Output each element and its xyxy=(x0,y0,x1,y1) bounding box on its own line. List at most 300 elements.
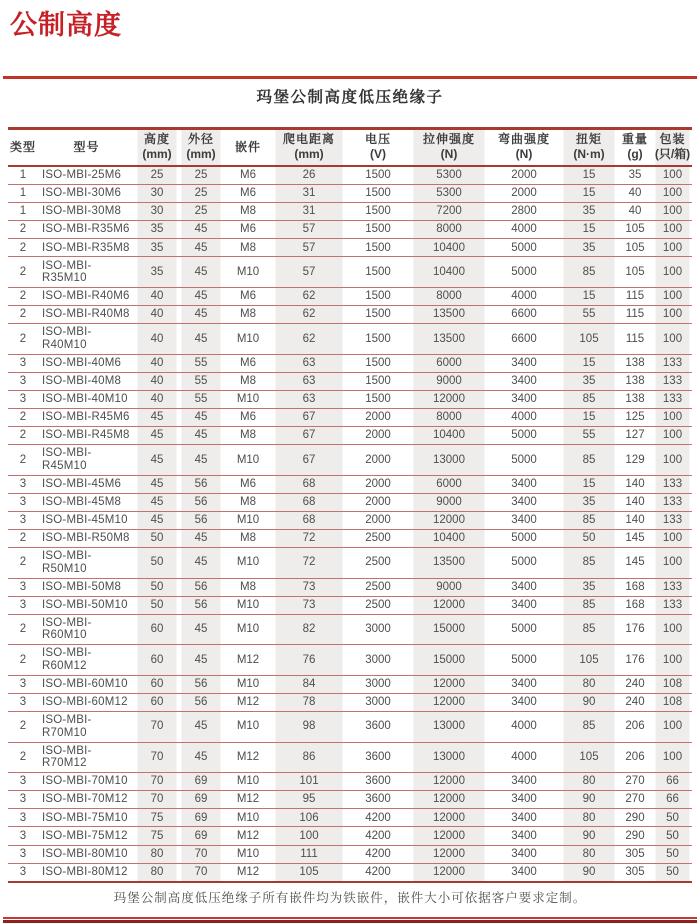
cell-弯曲强度: 3400 xyxy=(487,827,561,845)
cell-重量: 270 xyxy=(617,791,653,809)
cell-电压: 2500 xyxy=(345,547,411,578)
col-header-1: 型号 xyxy=(38,129,135,167)
cell-爬电距离: 62 xyxy=(273,287,345,305)
cell-嵌件: M6 xyxy=(223,475,273,493)
cell-爬电距离: 73 xyxy=(273,578,345,596)
cell-类型: 3 xyxy=(8,372,38,390)
cell-嵌件: M8 xyxy=(223,529,273,547)
cell-爬电距离: 62 xyxy=(273,324,345,355)
cell-重量: 240 xyxy=(617,675,653,693)
table-row xyxy=(8,203,692,221)
cell-爬电距离: 62 xyxy=(273,306,345,324)
cell-嵌件: M12 xyxy=(223,742,273,773)
cell-扭矩: 15 xyxy=(561,408,617,426)
table-row xyxy=(8,475,692,493)
cell-扭矩: 15 xyxy=(561,166,617,185)
cell-高度: 60 xyxy=(135,614,179,645)
cell-拉伸强度: 8000 xyxy=(411,408,487,426)
cell-嵌件: M10 xyxy=(223,809,273,827)
cell-嵌件: M10 xyxy=(223,547,273,578)
cell-爬电距离: 57 xyxy=(273,221,345,239)
cell-型号: ISO-MBI-40M10 xyxy=(38,390,135,408)
table-row xyxy=(8,239,692,257)
cell-拉伸强度: 10400 xyxy=(411,529,487,547)
cell-类型: 2 xyxy=(8,529,38,547)
cell-弯曲强度: 3400 xyxy=(487,475,561,493)
cell-嵌件: M10 xyxy=(223,675,273,693)
cell-外径: 56 xyxy=(179,693,223,711)
cell-型号: ISO-MBI-75M10 xyxy=(38,809,135,827)
cell-拉伸强度: 12000 xyxy=(411,693,487,711)
cell-高度: 45 xyxy=(135,511,179,529)
col-header-11: 包装 (只/箱) xyxy=(653,129,692,167)
cell-扭矩: 35 xyxy=(561,239,617,257)
cell-电压: 1500 xyxy=(345,203,411,221)
cell-高度: 60 xyxy=(135,675,179,693)
cell-电压: 3000 xyxy=(345,614,411,645)
cell-包装: 50 xyxy=(653,845,692,863)
cell-类型: 2 xyxy=(8,645,38,676)
cell-外径: 45 xyxy=(179,324,223,355)
cell-弯曲强度: 2000 xyxy=(487,166,561,185)
cell-类型: 3 xyxy=(8,827,38,845)
cell-包装: 100 xyxy=(653,221,692,239)
table-row xyxy=(8,445,692,476)
cell-类型: 2 xyxy=(8,712,38,743)
table-row xyxy=(8,645,692,676)
cell-型号: ISO-MBI-80M10 xyxy=(38,845,135,863)
cell-扭矩: 105 xyxy=(561,742,617,773)
cell-包装: 133 xyxy=(653,578,692,596)
table-row xyxy=(8,185,692,203)
cell-扭矩: 85 xyxy=(561,614,617,645)
cell-型号: ISO-MBI-50M8 xyxy=(38,578,135,596)
cell-电压: 1500 xyxy=(345,239,411,257)
cell-电压: 2000 xyxy=(345,427,411,445)
cell-型号: ISO-MBI-R40M8 xyxy=(38,306,135,324)
cell-嵌件: M8 xyxy=(223,578,273,596)
cell-弯曲强度: 3400 xyxy=(487,354,561,372)
cell-重量: 140 xyxy=(617,475,653,493)
cell-弯曲强度: 3400 xyxy=(487,809,561,827)
cell-爬电距离: 84 xyxy=(273,675,345,693)
cell-嵌件: M6 xyxy=(223,221,273,239)
cell-高度: 40 xyxy=(135,354,179,372)
cell-型号: ISO-MBI-75M12 xyxy=(38,827,135,845)
cell-电压: 3000 xyxy=(345,645,411,676)
cell-外径: 45 xyxy=(179,445,223,476)
cell-弯曲强度: 3400 xyxy=(487,596,561,614)
cell-高度: 70 xyxy=(135,712,179,743)
cell-外径: 45 xyxy=(179,645,223,676)
cell-电压: 4200 xyxy=(345,863,411,882)
col-header-6: 电压 (V) xyxy=(345,129,411,167)
cell-类型: 2 xyxy=(8,742,38,773)
cell-电压: 4200 xyxy=(345,845,411,863)
cell-型号: ISO-MBI-R35M10 xyxy=(38,257,135,288)
cell-弯曲强度: 5000 xyxy=(487,257,561,288)
cell-弯曲强度: 3400 xyxy=(487,863,561,882)
cell-电压: 3000 xyxy=(345,693,411,711)
cell-爬电距离: 63 xyxy=(273,390,345,408)
cell-电压: 3000 xyxy=(345,675,411,693)
cell-嵌件: M6 xyxy=(223,354,273,372)
cell-弯曲强度: 3400 xyxy=(487,675,561,693)
cell-重量: 127 xyxy=(617,427,653,445)
cell-外径: 70 xyxy=(179,863,223,882)
table-row xyxy=(8,306,692,324)
cell-爬电距离: 68 xyxy=(273,511,345,529)
cell-高度: 45 xyxy=(135,475,179,493)
cell-嵌件: M10 xyxy=(223,614,273,645)
table-row xyxy=(8,493,692,511)
cell-包装: 100 xyxy=(653,645,692,676)
cell-爬电距离: 72 xyxy=(273,547,345,578)
cell-嵌件: M8 xyxy=(223,493,273,511)
title-divider xyxy=(3,76,697,79)
cell-爬电距离: 100 xyxy=(273,827,345,845)
table-row xyxy=(8,427,692,445)
cell-拉伸强度: 9000 xyxy=(411,372,487,390)
cell-拉伸强度: 12000 xyxy=(411,773,487,791)
cell-型号: ISO-MBI-R35M6 xyxy=(38,221,135,239)
cell-拉伸强度: 15000 xyxy=(411,645,487,676)
cell-电压: 1500 xyxy=(345,354,411,372)
cell-重量: 176 xyxy=(617,614,653,645)
cell-包装: 100 xyxy=(653,185,692,203)
table-row xyxy=(8,324,692,355)
cell-高度: 30 xyxy=(135,185,179,203)
cell-包装: 100 xyxy=(653,257,692,288)
cell-弯曲强度: 5000 xyxy=(487,427,561,445)
header-row xyxy=(8,129,692,167)
cell-外径: 55 xyxy=(179,390,223,408)
cell-弯曲强度: 4000 xyxy=(487,742,561,773)
cell-包装: 108 xyxy=(653,675,692,693)
table-row xyxy=(8,712,692,743)
cell-爬电距离: 31 xyxy=(273,203,345,221)
table-row xyxy=(8,742,692,773)
cell-爬电距离: 73 xyxy=(273,596,345,614)
cell-类型: 3 xyxy=(8,791,38,809)
cell-拉伸强度: 12000 xyxy=(411,827,487,845)
cell-外径: 56 xyxy=(179,493,223,511)
cell-弯曲强度: 2800 xyxy=(487,203,561,221)
cell-外径: 56 xyxy=(179,596,223,614)
cell-扭矩: 90 xyxy=(561,791,617,809)
cell-扭矩: 55 xyxy=(561,427,617,445)
spec-table xyxy=(8,127,692,883)
cell-类型: 3 xyxy=(8,390,38,408)
cell-包装: 100 xyxy=(653,324,692,355)
cell-重量: 40 xyxy=(617,203,653,221)
cell-拉伸强度: 9000 xyxy=(411,578,487,596)
cell-包装: 133 xyxy=(653,493,692,511)
cell-类型: 3 xyxy=(8,863,38,882)
table-row xyxy=(8,354,692,372)
cell-重量: 138 xyxy=(617,390,653,408)
col-header-3: 外径 (mm) xyxy=(179,129,223,167)
cell-包装: 100 xyxy=(653,712,692,743)
table-row xyxy=(8,372,692,390)
cell-弯曲强度: 6600 xyxy=(487,324,561,355)
cell-外径: 70 xyxy=(179,845,223,863)
cell-高度: 75 xyxy=(135,827,179,845)
cell-包装: 133 xyxy=(653,596,692,614)
cell-类型: 3 xyxy=(8,845,38,863)
table-row xyxy=(8,390,692,408)
cell-高度: 50 xyxy=(135,547,179,578)
cell-类型: 3 xyxy=(8,475,38,493)
cell-类型: 2 xyxy=(8,427,38,445)
cell-嵌件: M8 xyxy=(223,427,273,445)
cell-嵌件: M12 xyxy=(223,863,273,882)
col-header-8: 弯曲强度 (N) xyxy=(487,129,561,167)
cell-拉伸强度: 12000 xyxy=(411,845,487,863)
cell-拉伸强度: 10400 xyxy=(411,257,487,288)
cell-外径: 45 xyxy=(179,306,223,324)
cell-重量: 145 xyxy=(617,547,653,578)
col-header-5: 爬电距离 (mm) xyxy=(273,129,345,167)
cell-弯曲强度: 4000 xyxy=(487,712,561,743)
cell-型号: ISO-MBI-R60M10 xyxy=(38,614,135,645)
cell-电压: 3600 xyxy=(345,712,411,743)
cell-高度: 70 xyxy=(135,742,179,773)
cell-类型: 1 xyxy=(8,166,38,185)
cell-型号: ISO-MBI-60M12 xyxy=(38,693,135,711)
cell-外径: 45 xyxy=(179,408,223,426)
col-header-10: 重量 (g) xyxy=(617,129,653,167)
cell-拉伸强度: 12000 xyxy=(411,675,487,693)
cell-拉伸强度: 8000 xyxy=(411,287,487,305)
cell-嵌件: M8 xyxy=(223,306,273,324)
cell-拉伸强度: 5300 xyxy=(411,166,487,185)
table-row xyxy=(8,511,692,529)
cell-拉伸强度: 13500 xyxy=(411,306,487,324)
cell-包装: 108 xyxy=(653,693,692,711)
cell-外径: 56 xyxy=(179,511,223,529)
cell-高度: 80 xyxy=(135,863,179,882)
cell-嵌件: M8 xyxy=(223,239,273,257)
cell-包装: 133 xyxy=(653,390,692,408)
cell-拉伸强度: 15000 xyxy=(411,614,487,645)
cell-重量: 115 xyxy=(617,306,653,324)
cell-嵌件: M6 xyxy=(223,287,273,305)
cell-类型: 3 xyxy=(8,809,38,827)
cell-爬电距离: 86 xyxy=(273,742,345,773)
cell-外径: 45 xyxy=(179,712,223,743)
cell-外径: 45 xyxy=(179,529,223,547)
cell-类型: 2 xyxy=(8,445,38,476)
cell-重量: 138 xyxy=(617,372,653,390)
cell-拉伸强度: 9000 xyxy=(411,493,487,511)
cell-包装: 100 xyxy=(653,427,692,445)
cell-拉伸强度: 13500 xyxy=(411,324,487,355)
cell-高度: 70 xyxy=(135,791,179,809)
bottom-divider xyxy=(3,917,697,923)
cell-拉伸强度: 12000 xyxy=(411,596,487,614)
cell-包装: 133 xyxy=(653,511,692,529)
table-row xyxy=(8,596,692,614)
cell-外径: 45 xyxy=(179,427,223,445)
cell-电压: 1500 xyxy=(345,221,411,239)
cell-高度: 50 xyxy=(135,596,179,614)
cell-高度: 45 xyxy=(135,493,179,511)
cell-电压: 1500 xyxy=(345,372,411,390)
table-row xyxy=(8,675,692,693)
cell-拉伸强度: 13000 xyxy=(411,445,487,476)
cell-扭矩: 50 xyxy=(561,529,617,547)
cell-嵌件: M12 xyxy=(223,693,273,711)
cell-扭矩: 90 xyxy=(561,863,617,882)
cell-型号: ISO-MBI-70M10 xyxy=(38,773,135,791)
cell-包装: 50 xyxy=(653,863,692,882)
table-row xyxy=(8,221,692,239)
cell-扭矩: 80 xyxy=(561,845,617,863)
cell-重量: 176 xyxy=(617,645,653,676)
col-header-0: 类型 xyxy=(8,129,38,167)
cell-型号: ISO-MBI-R50M8 xyxy=(38,529,135,547)
cell-型号: ISO-MBI-R50M10 xyxy=(38,547,135,578)
cell-扭矩: 15 xyxy=(561,221,617,239)
cell-扭矩: 105 xyxy=(561,645,617,676)
cell-外径: 55 xyxy=(179,354,223,372)
cell-重量: 305 xyxy=(617,863,653,882)
table-row xyxy=(8,287,692,305)
cell-高度: 40 xyxy=(135,287,179,305)
cell-外径: 69 xyxy=(179,827,223,845)
cell-高度: 45 xyxy=(135,408,179,426)
cell-嵌件: M10 xyxy=(223,773,273,791)
table-row xyxy=(8,578,692,596)
cell-爬电距离: 57 xyxy=(273,257,345,288)
cell-高度: 25 xyxy=(135,166,179,185)
cell-类型: 2 xyxy=(8,408,38,426)
cell-外径: 69 xyxy=(179,791,223,809)
cell-包装: 50 xyxy=(653,827,692,845)
cell-重量: 40 xyxy=(617,185,653,203)
cell-电压: 2000 xyxy=(345,493,411,511)
table-row xyxy=(8,408,692,426)
cell-弯曲强度: 4000 xyxy=(487,287,561,305)
cell-弯曲强度: 3400 xyxy=(487,693,561,711)
cell-重量: 290 xyxy=(617,809,653,827)
cell-类型: 3 xyxy=(8,596,38,614)
cell-型号: ISO-MBI-R45M8 xyxy=(38,427,135,445)
cell-嵌件: M8 xyxy=(223,372,273,390)
cell-外径: 25 xyxy=(179,203,223,221)
cell-电压: 1500 xyxy=(345,306,411,324)
cell-型号: ISO-MBI-40M6 xyxy=(38,354,135,372)
cell-嵌件: M6 xyxy=(223,408,273,426)
cell-爬电距离: 68 xyxy=(273,493,345,511)
cell-拉伸强度: 13000 xyxy=(411,712,487,743)
cell-重量: 105 xyxy=(617,239,653,257)
cell-扭矩: 55 xyxy=(561,306,617,324)
cell-型号: ISO-MBI-R70M10 xyxy=(38,712,135,743)
cell-扭矩: 85 xyxy=(561,390,617,408)
cell-电压: 2500 xyxy=(345,529,411,547)
cell-爬电距离: 106 xyxy=(273,809,345,827)
cell-包装: 66 xyxy=(653,791,692,809)
cell-电压: 1500 xyxy=(345,324,411,355)
cell-弯曲强度: 3400 xyxy=(487,511,561,529)
cell-电压: 2500 xyxy=(345,596,411,614)
cell-型号: ISO-MBI-45M8 xyxy=(38,493,135,511)
cell-扭矩: 15 xyxy=(561,185,617,203)
cell-拉伸强度: 12000 xyxy=(411,809,487,827)
cell-弯曲强度: 2000 xyxy=(487,185,561,203)
cell-扭矩: 90 xyxy=(561,827,617,845)
cell-类型: 2 xyxy=(8,614,38,645)
cell-型号: ISO-MBI-R45M10 xyxy=(38,445,135,476)
cell-嵌件: M10 xyxy=(223,445,273,476)
cell-型号: ISO-MBI-25M6 xyxy=(38,166,135,185)
cell-拉伸强度: 12000 xyxy=(411,511,487,529)
cell-重量: 105 xyxy=(617,221,653,239)
cell-弯曲强度: 5000 xyxy=(487,547,561,578)
cell-弯曲强度: 5000 xyxy=(487,645,561,676)
table-row xyxy=(8,845,692,863)
cell-嵌件: M6 xyxy=(223,185,273,203)
cell-弯曲强度: 5000 xyxy=(487,614,561,645)
page-title: 公制高度 xyxy=(10,10,122,40)
cell-扭矩: 80 xyxy=(561,675,617,693)
cell-爬电距离: 76 xyxy=(273,645,345,676)
cell-电压: 1500 xyxy=(345,257,411,288)
cell-高度: 75 xyxy=(135,809,179,827)
cell-电压: 2500 xyxy=(345,578,411,596)
cell-类型: 2 xyxy=(8,257,38,288)
cell-包装: 100 xyxy=(653,742,692,773)
cell-外径: 25 xyxy=(179,166,223,185)
cell-扭矩: 105 xyxy=(561,324,617,355)
cell-重量: 125 xyxy=(617,408,653,426)
cell-爬电距离: 105 xyxy=(273,863,345,882)
cell-包装: 100 xyxy=(653,408,692,426)
cell-型号: ISO-MBI-50M10 xyxy=(38,596,135,614)
cell-外径: 69 xyxy=(179,773,223,791)
cell-高度: 40 xyxy=(135,372,179,390)
cell-重量: 168 xyxy=(617,578,653,596)
cell-高度: 35 xyxy=(135,257,179,288)
cell-弯曲强度: 4000 xyxy=(487,221,561,239)
cell-型号: ISO-MBI-60M10 xyxy=(38,675,135,693)
cell-弯曲强度: 5000 xyxy=(487,239,561,257)
cell-类型: 2 xyxy=(8,547,38,578)
cell-爬电距离: 26 xyxy=(273,166,345,185)
cell-重量: 145 xyxy=(617,529,653,547)
cell-爬电距离: 57 xyxy=(273,239,345,257)
cell-高度: 45 xyxy=(135,445,179,476)
cell-包装: 100 xyxy=(653,287,692,305)
cell-拉伸强度: 12000 xyxy=(411,791,487,809)
cell-类型: 1 xyxy=(8,203,38,221)
cell-类型: 2 xyxy=(8,221,38,239)
cell-类型: 3 xyxy=(8,773,38,791)
cell-型号: ISO-MBI-R40M10 xyxy=(38,324,135,355)
col-header-7: 拉伸强度 (N) xyxy=(411,129,487,167)
cell-嵌件: M12 xyxy=(223,827,273,845)
cell-爬电距离: 101 xyxy=(273,773,345,791)
cell-型号: ISO-MBI-40M8 xyxy=(38,372,135,390)
cell-重量: 305 xyxy=(617,845,653,863)
cell-重量: 115 xyxy=(617,324,653,355)
cell-电压: 3600 xyxy=(345,742,411,773)
cell-类型: 3 xyxy=(8,578,38,596)
cell-外径: 56 xyxy=(179,475,223,493)
cell-扭矩: 15 xyxy=(561,287,617,305)
